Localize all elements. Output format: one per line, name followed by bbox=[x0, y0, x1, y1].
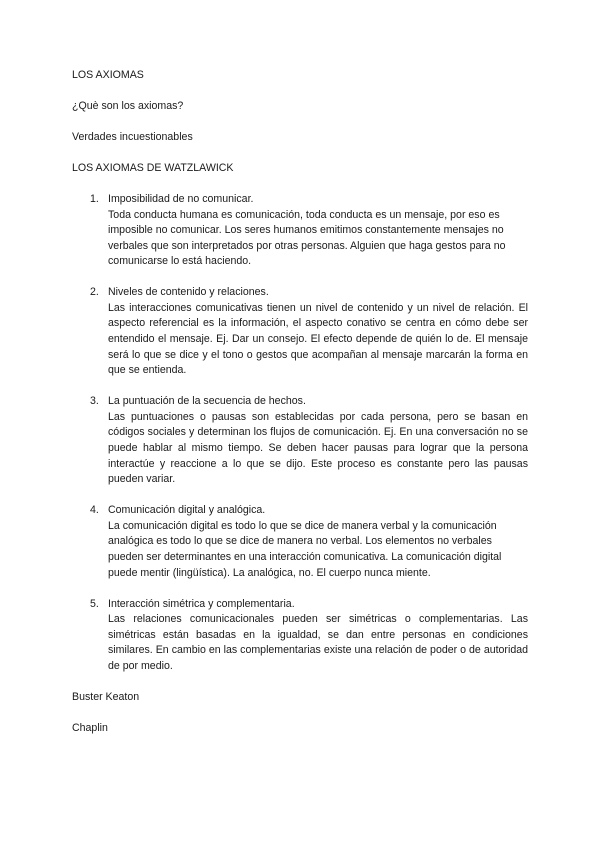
axiom-title: Niveles de contenido y relaciones. bbox=[108, 286, 269, 299]
axiom-number: 1. bbox=[90, 192, 99, 205]
closing-name: Buster Keaton bbox=[72, 690, 140, 703]
section-title: LOS AXIOMAS DE WATZLAWICK bbox=[72, 161, 234, 174]
axiom-item bbox=[72, 597, 528, 675]
axiom-title: Interacción simétrica y complementaria. bbox=[108, 597, 295, 610]
axiom-body: Las relaciones comunicacionales pueden ser simétricas o complementarias. Las simétricas están basadas en la igualdad, se dan entre personas en condiciones similares. En cambio en las complementarias existe una relación de poder o de autoridad de por medio. bbox=[108, 613, 528, 672]
axiom-item bbox=[72, 503, 528, 581]
axiom-number: 5. bbox=[90, 597, 99, 610]
axiom-body: Las puntuaciones o pausas son establecidas por cada persona, pero se basan en códigos sociales y determinan los flujos de comunicación. Ej. En una conversación no se puede hablar al mismo tiempo. Se deben hacer pausas para lograr que la persona interactúe y reaccione a lo que se dijo. Este proceso es constante pero las pausas pueden variar. bbox=[108, 410, 528, 486]
axiom-number: 3. bbox=[90, 395, 99, 408]
axiom-title: Imposibilidad de no comunicar. bbox=[108, 192, 254, 205]
axiom-body: Las interacciones comunicativas tienen un nivel de contenido y un nivel de relación. El aspecto referencial es la información, el aspecto conativo se centra en cómo debe ser entendido el mensaje. Ej. Dar un consejo. El efecto depende de quién lo de. El mensaje será lo que se dice y el tono o gestos que acompañan al mensaje marcarán la forma en que se entienda. bbox=[108, 301, 528, 377]
heading: LOS AXIOMAS bbox=[72, 69, 144, 81]
axioms-list bbox=[72, 192, 528, 675]
document-page bbox=[72, 68, 528, 752]
axiom-item bbox=[72, 394, 528, 488]
question: ¿Què son los axiomas? bbox=[72, 99, 184, 112]
axiom-title: La puntuación de la secuencia de hechos. bbox=[108, 395, 306, 408]
axiom-body: Toda conducta humana es comunicación, toda conducta es un mensaje, por eso es imposible no comunicar. Los seres humanos emitimos constantemente mensajes no verbales que son interpretados por otras personas. Alguien que haga gestos para no comunicarse lo está haciendo. bbox=[108, 208, 506, 268]
closing-name: Chaplin bbox=[72, 721, 108, 734]
axiom-title: Comunicación digital y analógica. bbox=[108, 504, 266, 517]
axiom-number: 4. bbox=[90, 504, 99, 517]
axiom-number: 2. bbox=[90, 286, 99, 299]
axiom-body: La comunicación digital es todo lo que se dice de manera verbal y la comunicación analógica es todo lo que se dice de manera no verbal. Los elementos no verbales pueden ser determinantes en una interacción comunicativa. La comunicación digital puede mentir (lingüística). La analógica, no. El cuerpo nunca miente. bbox=[108, 519, 502, 579]
axiom-item bbox=[72, 192, 528, 270]
answer: Verdades incuestionables bbox=[72, 130, 193, 143]
axiom-item bbox=[72, 285, 528, 379]
